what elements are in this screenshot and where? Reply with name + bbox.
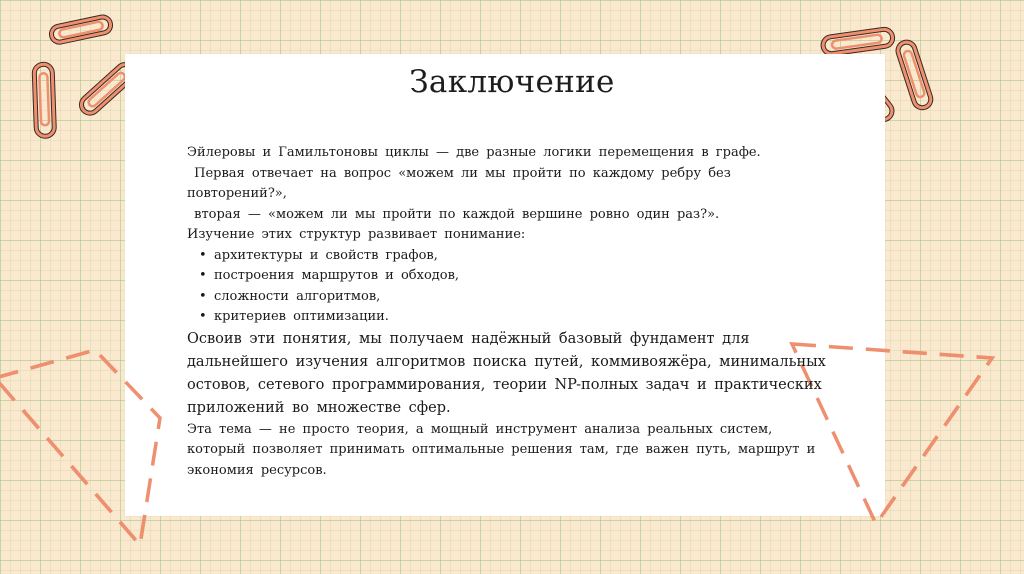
slide-title: Заключение [409, 64, 615, 100]
bullet-icon: • [199, 309, 207, 324]
list-item: • построения маршрутов и обходов, [187, 266, 837, 287]
paperclip-icon [50, 16, 112, 44]
intro-line: вторая — «можем ли мы пройти по каждой вершине ровно один раз?». [187, 206, 720, 222]
bullet-icon: • [199, 288, 207, 304]
intro-line: Эйлеровы и Гамильтоновы циклы — две разные логики перемещения в графе. [187, 145, 761, 160]
list-item: • архитектуры и свойств графов, [187, 246, 837, 267]
list-item: • критериев оптимизации. [187, 307, 837, 328]
bullet-list [187, 246, 837, 328]
final-line: экономия ресурсов. [187, 462, 327, 478]
conclusion-line: приложений во множестве сфер. [187, 399, 451, 416]
intro-line: Изучение этих структур развивает понимание: [187, 227, 526, 242]
intro-line: повторений?», [187, 186, 287, 201]
bullet-icon: • [199, 268, 207, 283]
intro-line: Первая отвечает на вопрос «можем ли мы пройти по каждому ребру без [187, 165, 731, 181]
list-item: • сложности алгоритмов, [187, 287, 837, 308]
slide-body [187, 143, 837, 481]
paperclip-icon [822, 28, 894, 55]
final-line: Эта тема — не просто теория, а мощный инструмент анализа реальных систем, [187, 421, 773, 437]
conclusion-line: Освоив эти понятия, мы получаем надёжный базовый фундамент для [187, 330, 750, 347]
bullet-icon: • [199, 247, 207, 263]
conclusion-line: дальнейшего изучения алгоритмов поиска путей, коммивояжёра, минимальных [187, 353, 826, 370]
final-line: который позволяет принимать оптимальные решения там, где важен путь, маршрут и [187, 442, 816, 457]
conclusion-line: остовов, сетевого программирования, теории NP-полных задач и практических [187, 376, 822, 393]
